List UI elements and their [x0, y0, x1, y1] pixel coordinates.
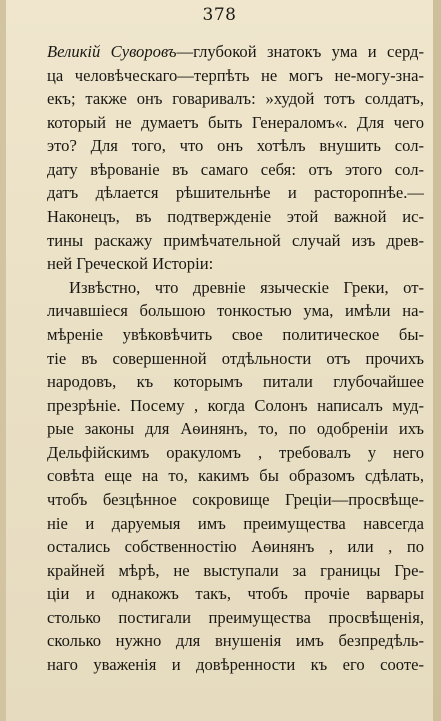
text-line: Наконецъ, въ подтвержденіе этой важной ис-: [47, 207, 424, 227]
text-line: наго уваженія и довѣренности къ его соотe-: [47, 655, 424, 675]
text-line: остались собственностію Аѳинянъ , или , по: [47, 537, 424, 557]
page-number: 378: [202, 5, 237, 25]
text-line: совѣта еще на то, какимъ бы образомъ сдѣлать,: [47, 466, 424, 486]
text-line: датъ дѣлается рѣшительнѣе и расторопнѣе.—: [47, 183, 424, 203]
text-line: личавшіеся большою тонкостью ума, имѣли на-: [47, 301, 424, 321]
page-text: [47, 40, 424, 677]
text-line: столько постигали преимущества просвѣщенія,: [47, 607, 424, 627]
text-line: который не думаетъ быть Генераломъ«. Для чего: [47, 112, 424, 132]
paragraph-first-line: Извѣстно, что древніе языческіе Греки, от-: [69, 277, 424, 297]
italic-name: Великій Суворовъ: [47, 42, 177, 61]
text-line-content: —глубокой знатокъ ума и серд-: [176, 42, 424, 61]
text-line: чтобъ безцѣнное сокровище Греціи—просвѣще-: [47, 489, 424, 509]
text-line: Дельфійскимъ оракуломъ , требовалъ у него: [47, 442, 424, 462]
text-line: ціи и однакожъ такъ, чтобъ прочіе варвары: [47, 584, 424, 604]
text-line: тіе въ совершенной отдѣльности отъ прочихъ: [47, 348, 424, 368]
text-line: дату вѣрованіе въ самаго себя: отъ этого сол-: [47, 159, 424, 179]
text-line: [47, 40, 424, 64]
text-line: ней Греческой Исторіи:: [47, 254, 214, 274]
text-line: ніе и даруемыя имъ преимущества навсегда: [47, 513, 424, 533]
text-line: рые законы для Аѳинянъ, то, по одобреніи ихъ: [47, 419, 424, 439]
text-line: мѣреніе увѣковѣчить свое политическое бы-: [47, 324, 424, 344]
text-line: крайней мѣрѣ, не выступали за границы Гре-: [47, 560, 424, 580]
text-line: ца человѣческаго—терпѣть не могъ не-могу-зна-: [47, 65, 424, 85]
text-line: тины раскажу примѣчательной случай изъ древ-: [47, 230, 424, 250]
text-line: сколько нужно для внушенія имъ безпредѣль-: [47, 631, 424, 651]
text-line: народовъ, къ которымъ питали глубочайшее: [47, 372, 424, 392]
text-line: презрѣніе. Посему , когда Солонъ написалъ муд-: [47, 395, 424, 415]
text-line: это? Для того, что онъ хотѣлъ внушить сол-: [47, 136, 424, 156]
text-line: екъ; также онъ говаривалъ: »худой тотъ солдатъ,: [47, 89, 424, 109]
